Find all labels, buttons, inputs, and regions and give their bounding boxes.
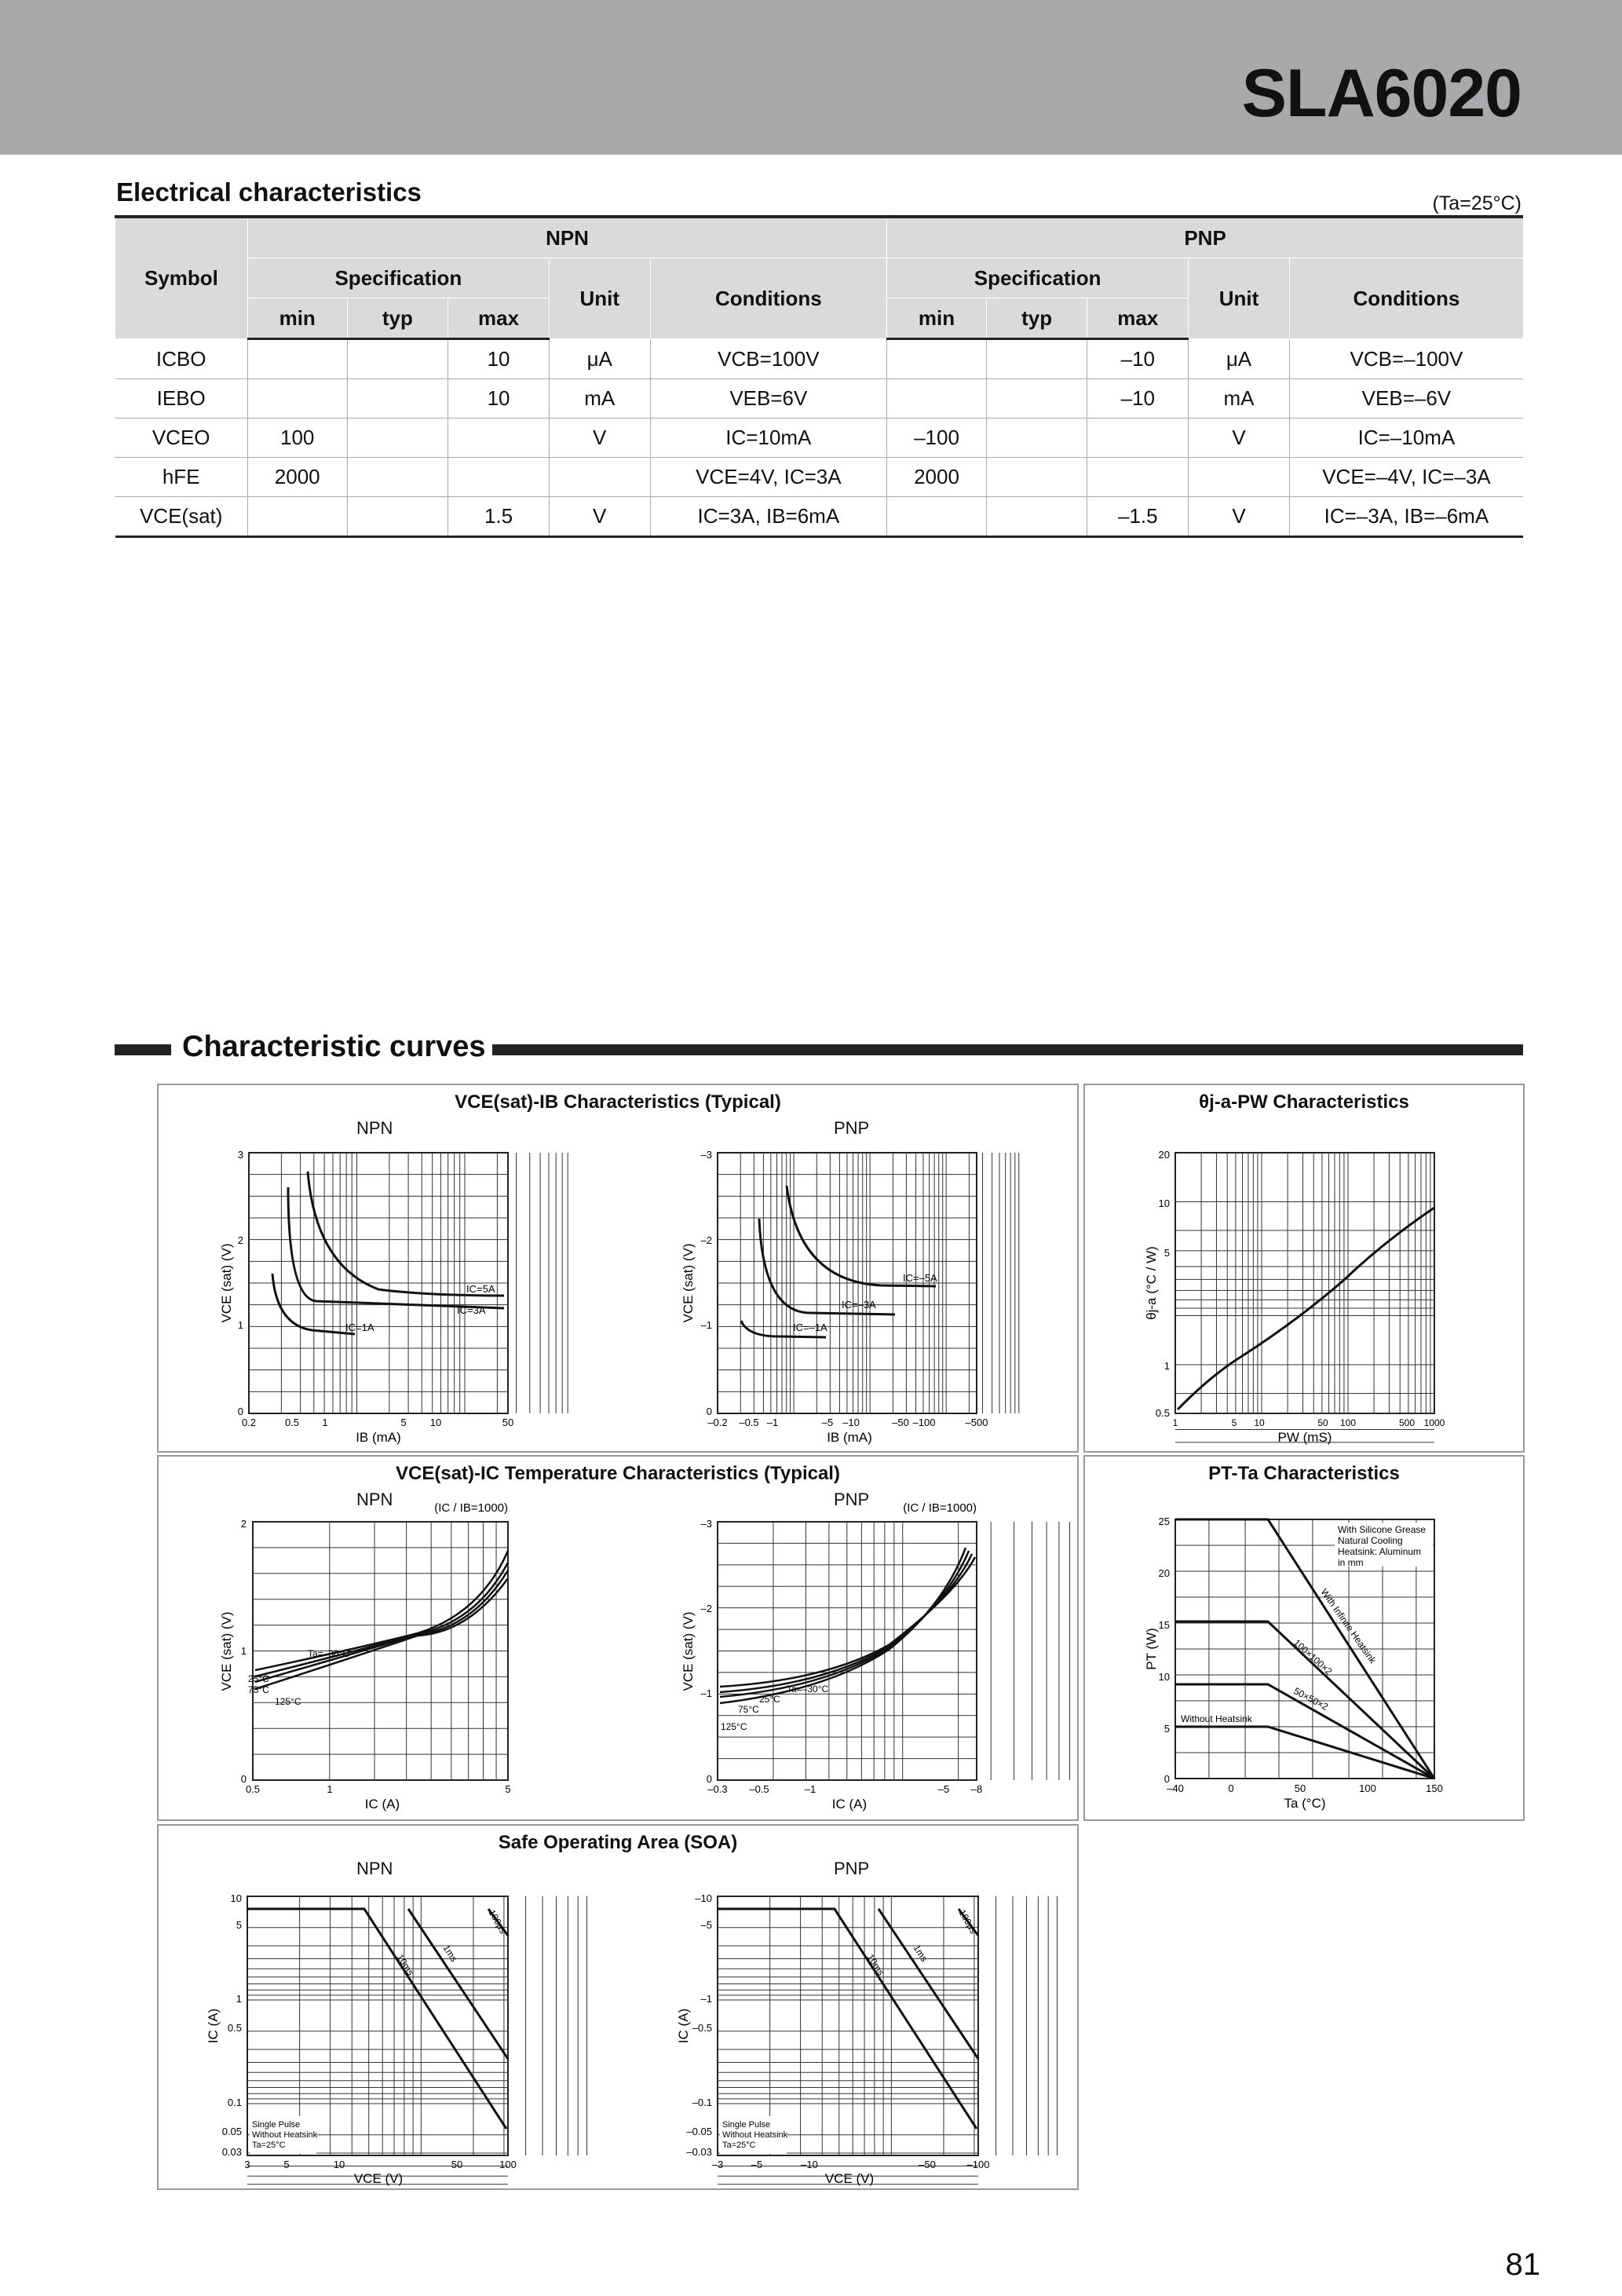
theta-xtick: 100 bbox=[1339, 1417, 1357, 1428]
col-pnp-typ: typ bbox=[986, 298, 1087, 339]
pt-ta-ytick: 0 bbox=[1164, 1773, 1170, 1785]
soa-pnp-ytick: –0.03 bbox=[686, 2146, 712, 2158]
soa-pnp-xlabel: VCE (V) bbox=[824, 2171, 875, 2186]
pt-ta-xtick: 100 bbox=[1359, 1782, 1376, 1794]
vce-ic-npn-ytick: 1 bbox=[240, 1645, 247, 1657]
col-npn-min: min bbox=[247, 298, 347, 339]
soa-pnp-ytick: –0.1 bbox=[692, 2097, 712, 2108]
vce-ib-plots bbox=[159, 1085, 1077, 1451]
vce-ib-npn-xtick: 5 bbox=[400, 1417, 407, 1428]
vce-ib-npn-ytick: 3 bbox=[237, 1149, 243, 1161]
pt-ta-legend: Natural Cooling bbox=[1338, 1535, 1403, 1546]
cell-pnp-unit: μA bbox=[1189, 339, 1290, 379]
vce-ic-pnp-xtick: –5 bbox=[937, 1783, 950, 1795]
col-npn-cond: Conditions bbox=[650, 258, 887, 339]
table-row bbox=[115, 339, 1524, 379]
cell-symbol: IEBO bbox=[115, 379, 248, 419]
soa-npn-line-label: 1ms bbox=[440, 1943, 460, 1964]
col-pnp-min: min bbox=[887, 298, 987, 339]
col-npn-spec: Specification bbox=[247, 258, 549, 298]
vce-ic-pnp-ytick: –3 bbox=[700, 1518, 712, 1530]
cell-pnp-cond: VCB=–100V bbox=[1289, 339, 1523, 379]
cell-npn-cond: VEB=6V bbox=[650, 379, 887, 419]
pt-ta-curve-label: Without Heatsink bbox=[1181, 1713, 1252, 1724]
cell-pnp-unit: mA bbox=[1189, 379, 1290, 419]
vce-ic-npn-xtick: 1 bbox=[327, 1783, 333, 1795]
pt-ta-ylabel: PT (W) bbox=[1144, 1628, 1159, 1670]
vce-ic-plots bbox=[159, 1457, 1077, 1819]
table-row bbox=[115, 379, 1524, 419]
vce-ic-npn-curve: 125°C bbox=[275, 1696, 301, 1707]
theta-xtick: 1000 bbox=[1423, 1417, 1445, 1428]
vce-ic-pnp-label: PNP bbox=[834, 1490, 870, 1509]
electrical-table bbox=[115, 215, 1523, 538]
pt-ta-xtick: 50 bbox=[1294, 1782, 1306, 1794]
cell-pnp-max: –10 bbox=[1087, 379, 1189, 419]
pt-ta-curve-label: With Infinite Heatsink bbox=[1318, 1586, 1379, 1666]
cell-pnp-typ bbox=[986, 458, 1087, 497]
vce-ic-pnp-cond: (IC / IB=1000) bbox=[903, 1501, 977, 1515]
vce-ib-pnp-xtick: –0.2 bbox=[707, 1417, 728, 1428]
theta-ytick: 10 bbox=[1158, 1197, 1170, 1209]
cell-pnp-unit bbox=[1189, 458, 1290, 497]
pt-ta-legend: Heatsink: Aluminum bbox=[1338, 1546, 1422, 1557]
vce-ic-npn-label: NPN bbox=[356, 1490, 393, 1509]
soa-panel bbox=[157, 1824, 1079, 2190]
col-npn-typ: typ bbox=[347, 298, 448, 339]
theta-title: θj-a-PW Characteristics bbox=[1199, 1091, 1409, 1113]
vce-ib-pnp-xlabel: IB (mA) bbox=[827, 1430, 872, 1445]
pt-ta-ytick: 5 bbox=[1164, 1723, 1170, 1735]
pt-ta-ytick: 15 bbox=[1158, 1619, 1170, 1631]
col-pnp-spec: Specification bbox=[887, 258, 1189, 298]
vce-ib-npn-curve-2: IC=3A bbox=[457, 1304, 486, 1316]
cell-pnp-cond: IC=–10mA bbox=[1289, 419, 1523, 458]
soa-pnp-line-label: 100μs bbox=[956, 1907, 979, 1936]
soa-pnp-plot bbox=[676, 1892, 1057, 2188]
soa-npn-xtick: 10 bbox=[333, 2159, 345, 2170]
cell-pnp-typ bbox=[986, 339, 1087, 379]
vce-ib-pnp-xtick: –50 bbox=[892, 1417, 909, 1428]
table-row bbox=[115, 419, 1524, 458]
soa-npn-xtick: 3 bbox=[244, 2159, 250, 2170]
vce-ib-npn-label: NPN bbox=[356, 1118, 393, 1138]
cell-pnp-typ bbox=[986, 419, 1087, 458]
vce-ib-npn-xtick: 50 bbox=[502, 1417, 514, 1428]
theta-ytick: 0.5 bbox=[1155, 1407, 1170, 1419]
cell-pnp-unit: V bbox=[1189, 419, 1290, 458]
soa-npn-ylabel: IC (A) bbox=[206, 2008, 221, 2044]
vce-ic-pnp-ytick: 0 bbox=[706, 1773, 712, 1785]
col-npn-unit: Unit bbox=[549, 258, 650, 339]
cell-npn-max bbox=[448, 458, 550, 497]
vce-ib-npn-xtick: 10 bbox=[429, 1417, 442, 1428]
vce-ib-pnp-curve-3: IC=–1A bbox=[793, 1322, 827, 1333]
cell-npn-max: 10 bbox=[448, 339, 550, 379]
pt-ta-ytick: 25 bbox=[1158, 1515, 1170, 1527]
vce-ic-title: VCE(sat)-IC Temperature Characteristics (Typical) bbox=[396, 1463, 840, 1484]
cell-npn-unit: V bbox=[549, 419, 650, 458]
vce-ib-pnp-ytick: –2 bbox=[700, 1234, 712, 1246]
soa-npn-ytick: 5 bbox=[236, 1919, 242, 1931]
cell-npn-unit bbox=[549, 458, 650, 497]
cell-npn-cond: IC=3A, IB=6mA bbox=[650, 497, 887, 537]
cell-npn-unit: mA bbox=[549, 379, 650, 419]
theta-xlabel: PW (mS) bbox=[1277, 1430, 1332, 1445]
soa-title: Safe Operating Area (SOA) bbox=[498, 1832, 738, 1853]
col-npn-max: max bbox=[448, 298, 550, 339]
cell-npn-min bbox=[247, 497, 347, 537]
page-number: 81 bbox=[1505, 2247, 1540, 2282]
soa-pnp-note: Single Pulse bbox=[722, 2120, 771, 2130]
cell-npn-min: 100 bbox=[247, 419, 347, 458]
cell-npn-max bbox=[448, 419, 550, 458]
soa-pnp-xtick: –3 bbox=[711, 2159, 724, 2170]
vce-ib-pnp-ytick: –3 bbox=[700, 1149, 712, 1161]
cell-symbol: hFE bbox=[115, 458, 248, 497]
cell-pnp-max: –1.5 bbox=[1087, 497, 1189, 537]
vce-ic-npn-plot bbox=[219, 1501, 511, 1812]
vce-ib-npn-curve-1: IC=5A bbox=[466, 1283, 495, 1295]
soa-npn-xlabel: VCE (V) bbox=[353, 2171, 404, 2186]
vce-ic-pnp-xtick: –8 bbox=[970, 1783, 983, 1795]
soa-npn-ytick: 0.5 bbox=[227, 2022, 242, 2034]
vce-ib-pnp-xtick: –1 bbox=[766, 1417, 779, 1428]
cell-pnp-cond: VEB=–6V bbox=[1289, 379, 1523, 419]
vce-ic-pnp-curve: 25°C bbox=[759, 1694, 780, 1705]
vce-ib-pnp-curve-2: IC=–3A bbox=[842, 1299, 876, 1311]
col-pnp-cond: Conditions bbox=[1289, 258, 1523, 339]
soa-pnp-ytick: –5 bbox=[700, 1919, 712, 1931]
theta-ytick: 5 bbox=[1164, 1247, 1170, 1259]
pt-ta-legend: With Silicone Grease bbox=[1338, 1524, 1427, 1535]
cell-pnp-max bbox=[1087, 419, 1189, 458]
cell-npn-typ bbox=[347, 339, 448, 379]
pt-ta-ytick: 20 bbox=[1158, 1567, 1170, 1579]
vce-ib-pnp-ytick: –1 bbox=[700, 1319, 712, 1331]
soa-npn-line-label: 10ms bbox=[394, 1952, 417, 1978]
vce-ib-npn-xtick: 0.5 bbox=[284, 1417, 300, 1428]
cell-pnp-cond: VCE=–4V, IC=–3A bbox=[1289, 458, 1523, 497]
vce-ic-npn-ytick: 2 bbox=[240, 1518, 247, 1530]
cell-pnp-min bbox=[887, 497, 987, 537]
soa-npn-xtick: 100 bbox=[499, 2159, 517, 2170]
vce-ib-title: VCE(sat)-IB Characteristics (Typical) bbox=[455, 1091, 781, 1113]
cell-npn-unit: V bbox=[549, 497, 650, 537]
vce-ib-npn-curve-3: IC=1A bbox=[345, 1322, 374, 1333]
cell-npn-typ bbox=[347, 419, 448, 458]
cell-npn-typ bbox=[347, 379, 448, 419]
soa-pnp-ytick: –0.05 bbox=[686, 2126, 712, 2137]
soa-pnp-ytick: –10 bbox=[695, 1892, 712, 1904]
soa-npn-note: Ta=25°C bbox=[252, 2141, 286, 2150]
cell-pnp-min bbox=[887, 339, 987, 379]
soa-npn-ytick: 10 bbox=[230, 1892, 242, 1904]
soa-pnp-xtick: –50 bbox=[919, 2159, 936, 2170]
soa-npn-note: Single Pulse bbox=[252, 2120, 301, 2130]
theta-xtick: 5 bbox=[1231, 1417, 1237, 1428]
vce-ib-npn-xlabel: IB (mA) bbox=[356, 1430, 401, 1445]
cell-symbol: VCE(sat) bbox=[115, 497, 248, 537]
cell-npn-cond: VCB=100V bbox=[650, 339, 887, 379]
cell-pnp-typ bbox=[986, 497, 1087, 537]
theta-xtick: 10 bbox=[1254, 1417, 1265, 1428]
soa-npn-line-label: 100μs bbox=[486, 1907, 509, 1936]
pt-ta-curve-label: 50×50×2 bbox=[1291, 1685, 1331, 1713]
vce-ic-npn-cond: (IC / IB=1000) bbox=[434, 1501, 508, 1515]
soa-pnp-ytick: –0.5 bbox=[692, 2022, 712, 2034]
vce-ic-pnp-ytick: –1 bbox=[700, 1687, 712, 1699]
vce-ic-pnp-ytick: –2 bbox=[700, 1603, 712, 1614]
pt-ta-ytick: 10 bbox=[1158, 1671, 1170, 1683]
soa-npn-ytick: 0.05 bbox=[221, 2126, 242, 2137]
vce-ib-npn-ytick: 0 bbox=[237, 1406, 243, 1417]
soa-plots bbox=[159, 1826, 1077, 2188]
cell-npn-max: 1.5 bbox=[448, 497, 550, 537]
vce-ic-npn-ytick: 0 bbox=[240, 1773, 247, 1785]
vce-ib-npn-xtick: 0.2 bbox=[241, 1417, 257, 1428]
cell-npn-min bbox=[247, 379, 347, 419]
vce-ic-npn-ylabel: VCE (sat) (V) bbox=[219, 1611, 234, 1691]
table-row bbox=[115, 497, 1524, 537]
col-symbol: Symbol bbox=[115, 217, 248, 339]
cell-pnp-min: 2000 bbox=[887, 458, 987, 497]
vce-ib-pnp-ylabel: VCE (sat) (V) bbox=[681, 1243, 696, 1323]
soa-npn-ytick: 0.03 bbox=[221, 2146, 242, 2158]
vce-ib-npn-ytick: 1 bbox=[237, 1319, 243, 1331]
soa-npn-xtick: 5 bbox=[283, 2159, 290, 2170]
soa-npn-label: NPN bbox=[356, 1859, 393, 1878]
theta-panel bbox=[1083, 1084, 1525, 1453]
cell-npn-cond: VCE=4V, IC=3A bbox=[650, 458, 887, 497]
vce-ib-pnp-curve-1: IC=–5A bbox=[903, 1272, 937, 1284]
vce-ic-npn-xtick: 0.5 bbox=[245, 1783, 261, 1795]
vce-ib-panel bbox=[157, 1084, 1079, 1453]
theta-ytick: 20 bbox=[1158, 1149, 1170, 1161]
soa-pnp-label: PNP bbox=[834, 1859, 870, 1878]
cell-npn-typ bbox=[347, 458, 448, 497]
soa-pnp-xtick: –100 bbox=[966, 2159, 990, 2170]
cell-pnp-max bbox=[1087, 458, 1189, 497]
cell-npn-min: 2000 bbox=[247, 458, 347, 497]
vce-ic-npn-curve: 25°C bbox=[248, 1673, 269, 1684]
cell-pnp-typ bbox=[986, 379, 1087, 419]
theta-plot bbox=[1085, 1085, 1523, 1451]
soa-npn-plot bbox=[206, 1892, 586, 2188]
vce-ic-pnp-xlabel: IC (A) bbox=[831, 1797, 868, 1812]
soa-pnp-ytick: –1 bbox=[700, 1993, 712, 2005]
vce-ib-pnp-plot bbox=[681, 1149, 1019, 1445]
vce-ic-pnp-xtick: –1 bbox=[804, 1783, 816, 1795]
cell-pnp-min bbox=[887, 379, 987, 419]
theta-xtick: 500 bbox=[1398, 1417, 1416, 1428]
vce-ic-npn-curve: Ta=–30°C bbox=[308, 1648, 350, 1659]
soa-pnp-note: Ta=25°C bbox=[722, 2141, 756, 2150]
soa-npn-note: Without Heatsink bbox=[252, 2130, 318, 2140]
part-number: SLA6020 bbox=[1241, 56, 1522, 131]
cell-npn-unit: μA bbox=[549, 339, 650, 379]
col-pnp: PNP bbox=[887, 217, 1523, 258]
vce-ib-pnp-ytick: 0 bbox=[706, 1406, 712, 1417]
vce-ic-pnp-ylabel: VCE (sat) (V) bbox=[681, 1611, 696, 1691]
vce-ib-pnp-xtick: –0.5 bbox=[739, 1417, 759, 1428]
soa-pnp-note: Without Heatsink bbox=[722, 2130, 788, 2140]
col-npn: NPN bbox=[247, 217, 886, 258]
soa-npn-ytick: 1 bbox=[236, 1993, 242, 2005]
vce-ic-pnp-plot bbox=[681, 1501, 1077, 1812]
vce-ib-npn-xtick: 1 bbox=[322, 1417, 328, 1428]
vce-ic-pnp-curve: 125°C bbox=[721, 1721, 747, 1732]
pt-ta-xtick: –40 bbox=[1167, 1782, 1184, 1794]
soa-pnp-ylabel: IC (A) bbox=[676, 2008, 691, 2044]
pt-ta-xlabel: Ta (°C) bbox=[1284, 1796, 1326, 1811]
curves-title: Characteristic curves bbox=[176, 1030, 492, 1064]
cell-symbol: VCEO bbox=[115, 419, 248, 458]
pt-ta-panel bbox=[1083, 1455, 1525, 1821]
vce-ic-pnp-curve: 75°C bbox=[738, 1704, 759, 1715]
table-row bbox=[115, 458, 1524, 497]
theta-xtick: 1 bbox=[1172, 1417, 1178, 1428]
soa-pnp-xtick: –10 bbox=[801, 2159, 818, 2170]
vce-ib-pnp-label: PNP bbox=[834, 1118, 870, 1138]
soa-npn-xtick: 50 bbox=[451, 2159, 463, 2170]
theta-ytick: 1 bbox=[1164, 1360, 1170, 1372]
vce-ic-panel bbox=[157, 1455, 1079, 1821]
vce-ic-npn-xlabel: IC (A) bbox=[364, 1797, 400, 1812]
cell-npn-min bbox=[247, 339, 347, 379]
cell-pnp-max: –10 bbox=[1087, 339, 1189, 379]
soa-pnp-line-label: 1ms bbox=[911, 1943, 930, 1964]
soa-pnp-xtick: –5 bbox=[751, 2159, 763, 2170]
cell-npn-typ bbox=[347, 497, 448, 537]
soa-npn-ytick: 0.1 bbox=[227, 2097, 242, 2108]
ambient-note: (Ta=25°C) bbox=[1432, 192, 1522, 214]
cell-npn-max: 10 bbox=[448, 379, 550, 419]
vce-ic-pnp-xtick: –0.5 bbox=[749, 1783, 769, 1795]
vce-ic-pnp-xtick: –0.3 bbox=[707, 1783, 728, 1795]
theta-xtick: 50 bbox=[1317, 1417, 1328, 1428]
cell-npn-cond: IC=10mA bbox=[650, 419, 887, 458]
pt-ta-xtick: 150 bbox=[1426, 1782, 1443, 1794]
pt-ta-legend: in mm bbox=[1338, 1557, 1364, 1568]
vce-ib-npn-ylabel: VCE (sat) (V) bbox=[219, 1243, 234, 1323]
vce-ic-npn-xtick: 5 bbox=[505, 1783, 511, 1795]
vce-ib-npn-ytick: 2 bbox=[237, 1234, 243, 1246]
vce-ib-pnp-xtick: –10 bbox=[842, 1417, 860, 1428]
vce-ib-pnp-xtick: –500 bbox=[965, 1417, 988, 1428]
electrical-title: Electrical characteristics bbox=[116, 177, 422, 207]
cell-pnp-cond: IC=–3A, IB=–6mA bbox=[1289, 497, 1523, 537]
vce-ic-npn-curve: 75°C bbox=[248, 1684, 269, 1695]
theta-ylabel: θj-a (°C / W) bbox=[1144, 1246, 1159, 1320]
vce-ib-npn-plot bbox=[219, 1149, 568, 1445]
pt-ta-title: PT-Ta Characteristics bbox=[1208, 1463, 1400, 1484]
col-pnp-max: max bbox=[1087, 298, 1189, 339]
soa-pnp-line-label: 10ms bbox=[864, 1952, 887, 1978]
cell-symbol: ICBO bbox=[115, 339, 248, 379]
header-band bbox=[0, 0, 1622, 155]
cell-pnp-unit: V bbox=[1189, 497, 1290, 537]
col-pnp-unit: Unit bbox=[1189, 258, 1290, 339]
pt-ta-plot bbox=[1085, 1457, 1523, 1819]
pt-ta-xtick: 0 bbox=[1228, 1782, 1234, 1794]
cell-pnp-min: –100 bbox=[887, 419, 987, 458]
vce-ib-pnp-xtick: –100 bbox=[912, 1417, 936, 1428]
vce-ib-pnp-xtick: –5 bbox=[821, 1417, 834, 1428]
pt-ta-curve-label: 100×100×2 bbox=[1291, 1636, 1335, 1677]
curves-heading bbox=[115, 1029, 1523, 1068]
vce-ic-pnp-curve: Ta=–30°C bbox=[787, 1684, 829, 1695]
